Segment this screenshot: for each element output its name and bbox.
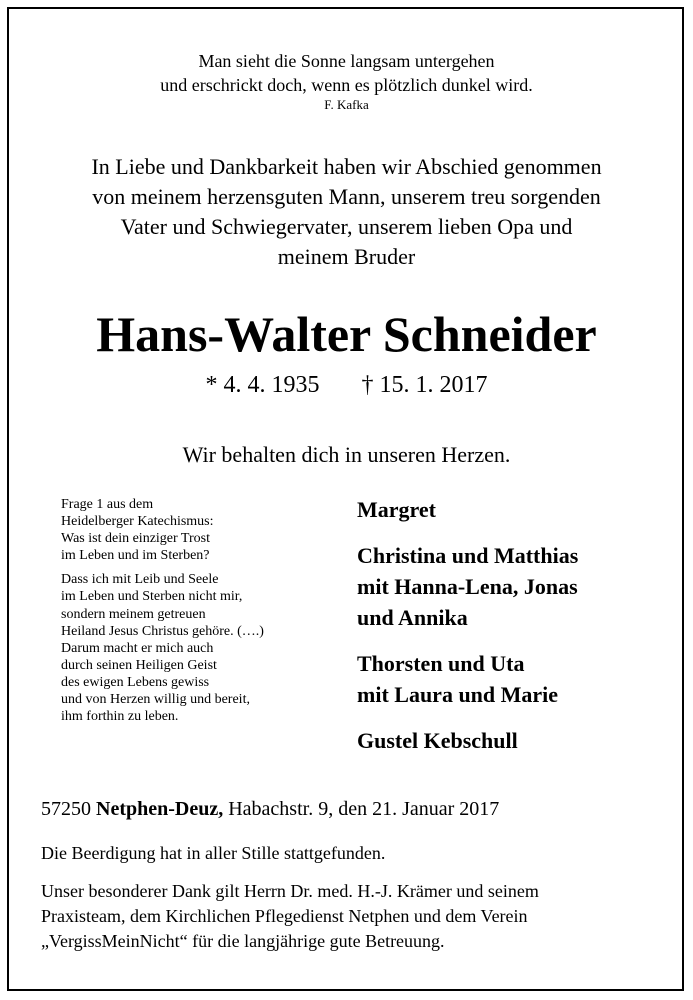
- family-list: [357, 494, 578, 771]
- family-entry: [357, 494, 578, 525]
- catechism-line: und von Herzen willig und bereit,: [61, 692, 250, 708]
- thanks-line: „VergissMeinNicht“ für die langjährige gute Betreuung.: [41, 931, 445, 951]
- quote-author: F. Kafka: [324, 97, 369, 112]
- deceased-name: Hans-Walter Schneider: [96, 306, 597, 362]
- family-line: und Annika: [357, 605, 468, 630]
- catechism-line: Heidelberger Katechismus:: [61, 514, 214, 530]
- catechism-line: Heiland Jesus Christus gehöre. (….): [61, 623, 264, 639]
- address-place: Netphen-Deuz,: [96, 798, 224, 820]
- catechism-line: Frage 1 aus dem: [61, 497, 154, 512]
- thanks-text: [41, 879, 539, 954]
- family-line: Christina und Matthias: [357, 543, 579, 568]
- family-entry: [357, 540, 578, 633]
- address-zip: 57250: [41, 798, 91, 820]
- family-entry: [357, 648, 578, 710]
- intro-text: [0, 152, 693, 272]
- family-line: Gustel Kebschull: [357, 728, 518, 753]
- catechism-line: sondern meinem getreuen: [61, 606, 206, 622]
- catechism-line: Darum macht er mich auch: [61, 640, 214, 656]
- burial-note: Die Beerdigung hat in aller Stille stattgefunden.: [41, 843, 386, 863]
- family-line: mit Hanna-Lena, Jonas: [357, 574, 578, 599]
- family-entry: [357, 725, 578, 756]
- kafka-quote: [0, 49, 693, 113]
- address-rest: Habachstr. 9, den 21. Januar 2017: [228, 798, 500, 820]
- intro-line: von meinem herzensguten Mann, unserem treu sorgenden: [92, 184, 601, 209]
- family-line: Margret: [357, 497, 436, 522]
- family-line: Thorsten und Uta: [357, 651, 525, 676]
- address-line: [41, 795, 499, 823]
- catechism-line: ihm forthin zu leben.: [61, 709, 179, 725]
- motto: Wir behalten dich in unseren Herzen.: [182, 442, 511, 467]
- catechism-line: des ewigen Lebens gewiss: [61, 674, 210, 690]
- intro-line: In Liebe und Dankbarkeit haben wir Abschied genommen: [91, 154, 602, 179]
- catechism-line: Was ist dein einziger Trost: [61, 531, 210, 547]
- catechism-line: im Leben und Sterben nicht mir,: [61, 589, 243, 605]
- catechism-text: [61, 496, 264, 725]
- family-line: mit Laura und Marie: [357, 682, 559, 707]
- thanks-line: Praxisteam, dem Kirchlichen Pflegedienst Netphen und dem Verein: [41, 906, 528, 926]
- quote-line: Man sieht die Sonne langsam untergehen: [198, 51, 495, 71]
- life-dates: [0, 370, 693, 400]
- catechism-line: im Leben und im Sterben?: [61, 548, 210, 564]
- intro-line: Vater und Schwiegervater, unserem lieben Opa und: [120, 214, 573, 239]
- intro-line: meinem Bruder: [277, 244, 416, 269]
- thanks-line: Unser besonderer Dank gilt Herrn Dr. med. H.-J. Krämer und seinem: [41, 881, 539, 901]
- quote-line: und erschrickt doch, wenn es plötzlich dunkel wird.: [160, 75, 533, 95]
- death-date: † 15. 1. 2017: [361, 372, 488, 398]
- catechism-line: durch seinen Heiligen Geist: [61, 657, 217, 673]
- catechism-line: Dass ich mit Leib und Seele: [61, 572, 219, 588]
- birth-date: * 4. 4. 1935: [205, 372, 320, 398]
